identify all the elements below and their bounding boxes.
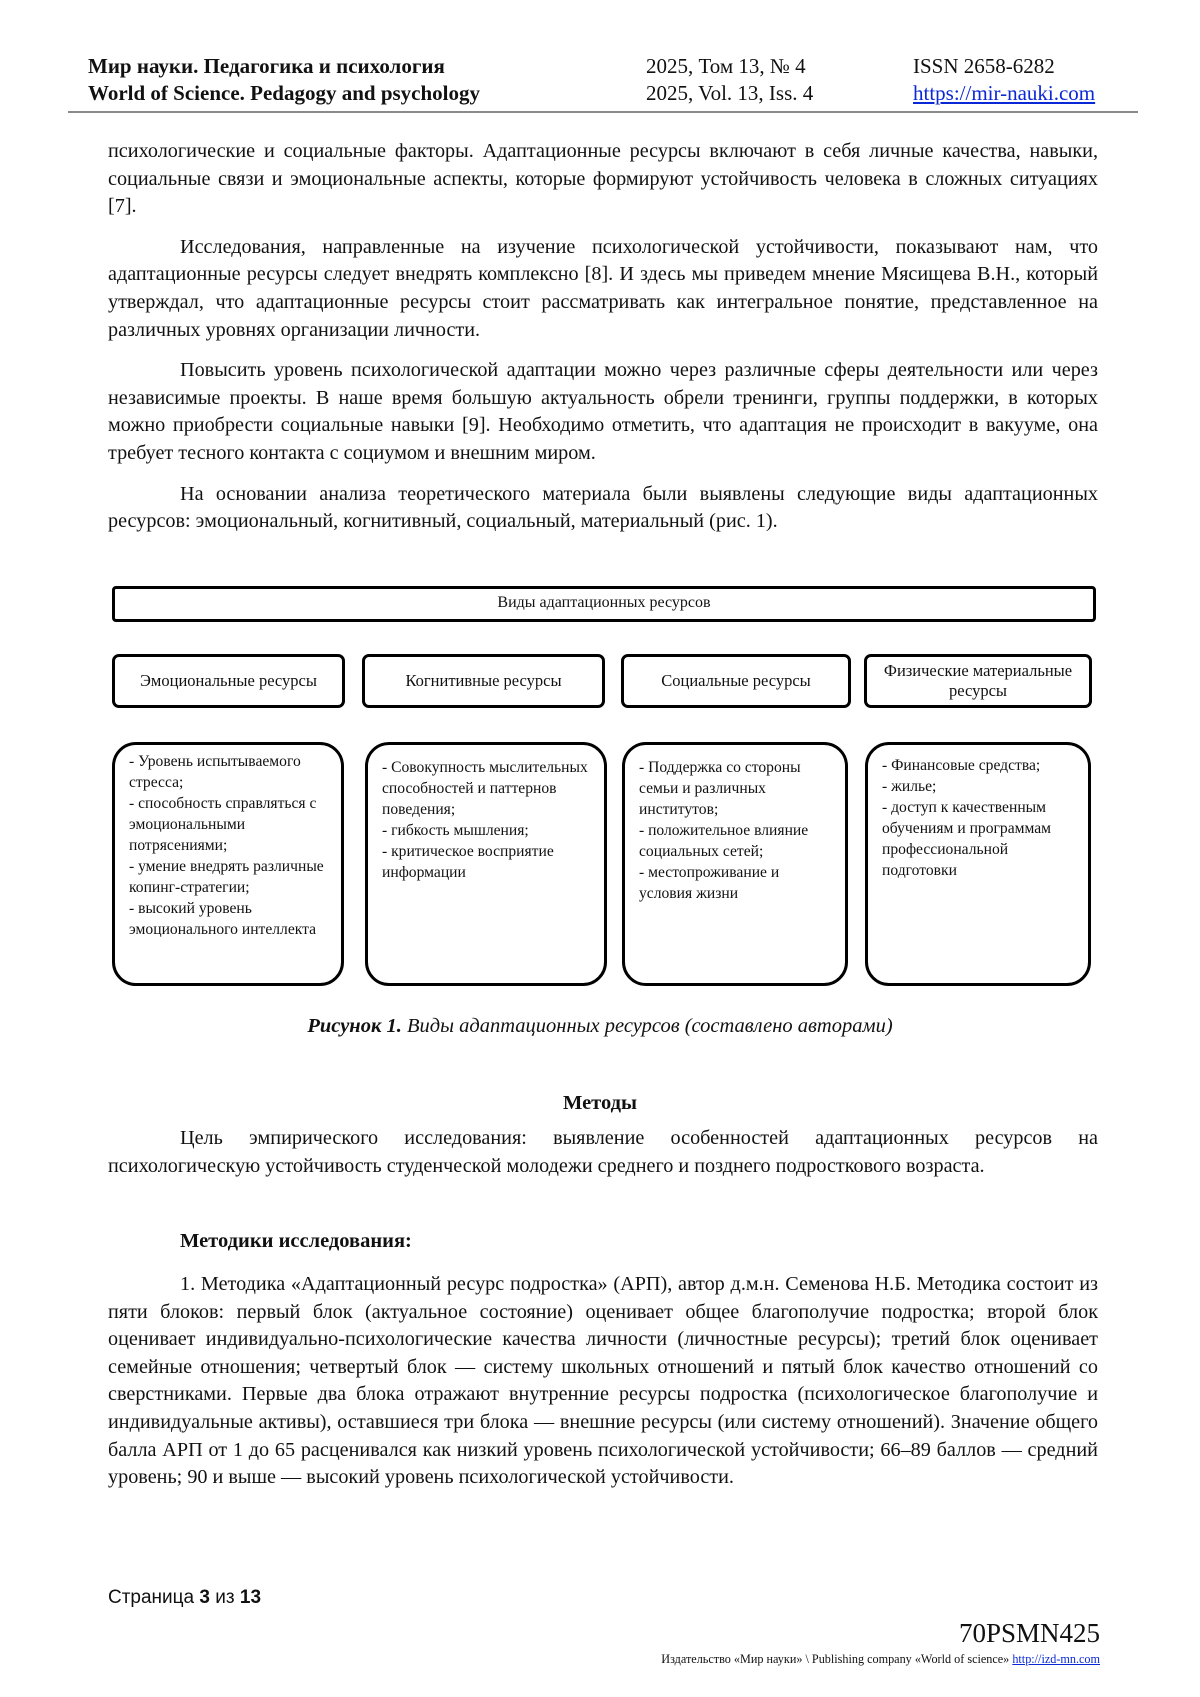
detail-item: - умение внедрять различные копинг-стратегии; [129, 858, 324, 896]
journal-title-ru: Мир науки. Педагогика и психология [88, 54, 445, 78]
detail-item: - гибкость мышления; [382, 822, 529, 839]
detail-item: - Поддержка со стороны семьи и различных институтов; [639, 759, 801, 818]
category-title: Эмоциональные ресурсы [140, 671, 317, 690]
journal-website-link[interactable]: https://mir-nauki.com [913, 81, 1096, 105]
caption-label: Рисунок 1. [307, 1015, 402, 1037]
page-separator: из [209, 1587, 240, 1608]
section-title-methods: Методы [562, 1092, 637, 1114]
category-node-social [621, 654, 851, 708]
paragraph: Повысить уровень психологической адаптации можно через различные сферы деятельности или через независимые проекты. В наше время большую актуальность обрели тренинги, группы поддержки, в которых можно приобрести социальные навыки [9]. Необходимо отметить, что адаптация не происходит в вакууме, она требует тесного контакта с социумом и внешним миром. [108, 359, 1098, 464]
detail-node-social [622, 742, 848, 986]
paragraph: психологические и социальные факторы. Адаптационные ресурсы включают в себя личные качества, навыки, социальные связи и эмоциональные аспекты, которые формируют устойчивость человека в сложных ситуациях [7]. [108, 140, 1098, 218]
category-node-cognitive [362, 654, 605, 708]
detail-node-emotional [112, 742, 344, 986]
methods-description [108, 1271, 1098, 1492]
volume-ru: 2025, Том 13, № 4 [646, 54, 806, 78]
detail-item: - Финансовые средства; [882, 757, 1041, 774]
detail-item: - Совокупность мыслительных способностей и паттернов поведения; [382, 759, 588, 818]
issn: ISSN 2658-6282 [913, 54, 1055, 78]
publisher-line [661, 1652, 1100, 1667]
paragraph: Цель эмпирического исследования: выявление особенностей адаптационных ресурсов на психологическую устойчивость студенческой молодежи среднего и позднего подросткового возраста. [108, 1127, 1098, 1177]
detail-item: - жилье; [882, 778, 937, 795]
category-node-emotional [112, 654, 345, 708]
page-current: 3 [199, 1587, 210, 1608]
diagram-root-node: Виды адаптационных ресурсов [112, 586, 1096, 622]
category-title: Социальные ресурсы [661, 671, 811, 690]
page-number [108, 1587, 261, 1609]
paragraph: Исследования, направленные на изучение психологической устойчивости, показывают нам, что адаптационные ресурсы следует внедрять комплексно [8]. И здесь мы приведем мнение Мясищева В.Н., который утверждал, что адаптационные ресурсы стоит рассматривать как интегральное понятие, представленное на различных уровнях организации личности. [108, 235, 1098, 341]
caption-text: Виды адаптационных ресурсов (составлено авторами) [401, 1015, 893, 1037]
detail-item: - Уровень испытываемого стресса; [129, 753, 301, 791]
detail-item: - высокий уровень эмоционального интеллекта [129, 900, 317, 938]
detail-item: - доступ к качественным обучениям и программам профессиональной подготовки [882, 799, 1052, 879]
header-divider [68, 111, 1138, 113]
volume-en: 2025, Vol. 13, Iss. 4 [646, 81, 814, 105]
publisher-text: Издательство «Мир науки» \ Publishing company «World of science» [661, 1652, 1013, 1666]
article-code: 70PSMN425 [958, 1618, 1100, 1648]
publisher-link[interactable]: http://izd-mn.com [1012, 1652, 1100, 1666]
detail-item: - способность справляться с эмоциональными потрясениями; [129, 795, 317, 854]
journal-title-en: World of Science. Pedagogy and psychology [88, 81, 481, 105]
category-title: Физические материальные ресурсы [883, 661, 1073, 700]
category-node-material [864, 654, 1092, 708]
detail-item: - местопроживание и условия жизни [639, 864, 780, 902]
category-title: Когнитивные ресурсы [405, 671, 562, 690]
detail-item: - критическое восприятие информации [382, 843, 554, 881]
figure-caption [100, 1015, 1100, 1038]
detail-node-cognitive [365, 742, 607, 986]
paragraph: 1. Методика «Адаптационный ресурс подростка» (АРП), автор д.м.н. Семенова Н.Б. Методика состоит из пяти блоков: первый блок (актуальное состояние) оценивает общее благополучие подростка; второй блок оценивает индивидуально-психологические качества личности (личностные ресурсы); третий блок оценивает семейные отношения; четвертый блок — систему школьных отношений и пятый блок качество отношений со сверстниками. Первые два блока отражают внутренние ресурсы подростка (психологическое благополучие и индивидуальные активы), оставшиеся три блока — внешние ресурсы (или систему отношений). Значение общего балла АРП от 1 до 65 расценивался как низкий уровень психологической устойчивости; 66–89 баллов — средний уровень; 90 и выше — высокий уровень психологической устойчивости. [108, 1273, 1098, 1489]
subsection-title-techniques: Методики исследования: [180, 1230, 412, 1252]
page-prefix: Страница [108, 1587, 200, 1608]
journal-header [68, 50, 1138, 112]
methods-goal [108, 1125, 1098, 1180]
detail-node-material [865, 742, 1091, 986]
paragraph: На основании анализа теоретического материала были выявлены следующие виды адаптационных ресурсов: эмоциональный, когнитивный, социальный, материальный (рис. 1). [108, 482, 1098, 533]
intro-text [108, 138, 1098, 536]
detail-item: - положительное влияние социальных сетей; [639, 822, 809, 860]
page-total: 13 [239, 1587, 262, 1608]
